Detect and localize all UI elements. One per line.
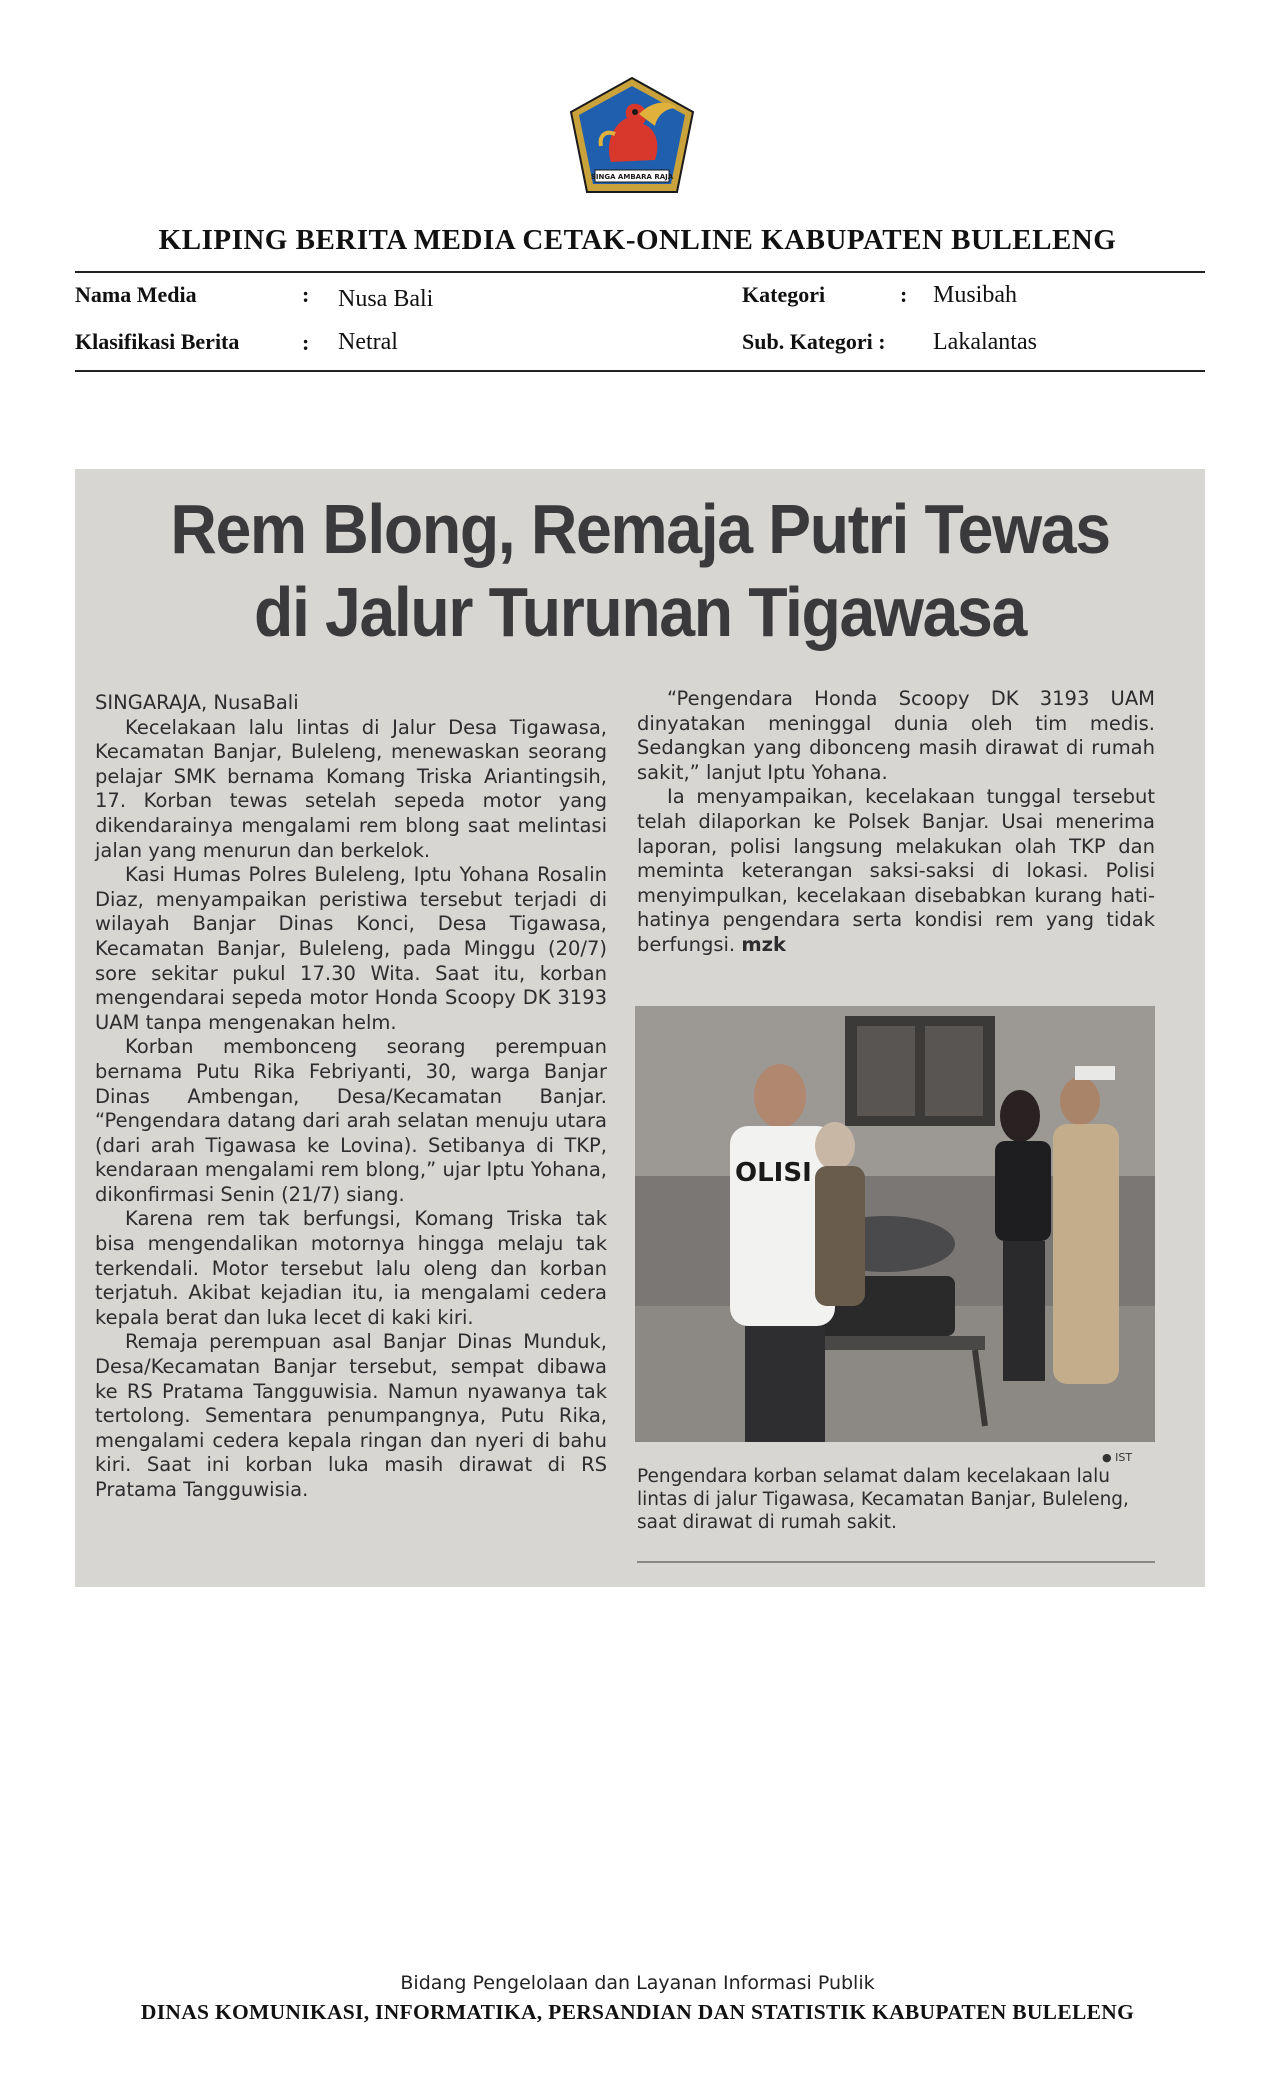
author-signoff: mzk [741, 932, 786, 956]
article-paragraph: Kecelakaan lalu lintas di Jalur Desa Tigawasa, Kecamatan Banjar, Buleleng, menewaskan seorang pelajar SMK bernama Komang Triska Ariantingsih, 17. Korban tewas setelah sepeda motor yang dikendarainya mengalami rem blong saat melintasi jalan yang menurun dan berkelok. [95, 715, 607, 862]
sub-kategori-value: Lakalantas [933, 329, 1037, 355]
headline-line-2: di Jalur Turunan Tigawasa [254, 573, 1026, 651]
header-divider-bottom [75, 370, 1205, 372]
kategori-colon: : [900, 282, 908, 307]
news-photo [635, 1006, 1155, 1442]
article-paragraph: Korban membonceng seorang perempuan bernama Putu Rika Febriyanti, 30, warga Banjar Dinas Ambengan, Desa/Kecamatan Banjar. “Pengendara datang dari arah selatan menuju utara (dari arah Tigawasa ke Lovina). Setibanya di TKP, kendaraan mengalami rem blong,” ujar Iptu Yohana, dikonfirmasi Senin (21/7) siang. [95, 1035, 607, 1206]
article-column-left [95, 691, 607, 1503]
logo-motto-text: SINGA AMBARA RAJA [590, 173, 674, 181]
klasifikasi-value: Netral [338, 329, 398, 355]
article-paragraph: Karena rem tak berfungsi, Komang Triska tak bisa mengendalikan motornya hingga melaju tak terkendali. Motor tersebut lalu oleng dan korban terjatuh. Akibat kejadian itu, ia mengalami cedera kepala berat dan luka lecet di kaki kiri. [95, 1207, 607, 1329]
article-paragraph: Remaja perempuan asal Banjar Dinas Munduk, Desa/Kecamatan Banjar tersebut, sempat dibawa ke RS Pratama Tangguwisia. Namun nyawanya tak tertolong. Sementara penumpangnya, Putu Rika, mengalami cedera kepala ringan dan nyeri di bahu kiri. Saat ini korban luka masih dirawat di RS Pratama Tangguwisia. [95, 1330, 607, 1501]
newspaper-clipping [75, 469, 1205, 1587]
media-label: Nama Media [75, 282, 197, 307]
sub-kategori-label: Sub. Kategori : [742, 329, 886, 354]
article-paragraph: Kasi Humas Polres Buleleng, Iptu Yohana Rosalin Diaz, menyampaikan peristiwa tersebut terjadi di wilayah Banjar Dinas Konci, Desa Tigawasa, Kecamatan Banjar, Buleleng, pada Minggu (20/7) sore sekitar pukul 17.30 Wita. Saat itu, korban mengendarai sepeda motor Honda Scoopy DK 3193 UAM tanpa mengenakan helm. [95, 863, 607, 1034]
photo-credit: ● IST [1102, 1451, 1133, 1464]
header-divider-top [75, 271, 1205, 273]
klasifikasi-label: Klasifikasi Berita [75, 329, 240, 354]
footer-department: Bidang Pengelolaan dan Layanan Informasi Publik [400, 1972, 875, 1994]
caption-divider [637, 1561, 1155, 1563]
article-paragraph: “Pengendara Honda Scoopy DK 3193 UAM dinyatakan meninggal dunia oleh tim medis. Sedangkan yang dibonceng masih dirawat di rumah sakit,” lanjut Iptu Yohana. [637, 687, 1155, 784]
media-value: Nusa Bali [338, 286, 434, 312]
photo-vest-text: OLISI [735, 1158, 812, 1188]
article-paragraph-text: Ia menyampaikan, kecelakaan tunggal tersebut telah dilaporkan ke Polsek Banjar. Usai menerima laporan, polisi langsung melakukan olah TKP dan meminta keterangan saksi-saksi di lokasi. Polisi menyimpulkan, kecelakaan disebabkan kurang hati-hatinya pengendara serta kondisi rem yang tidak berfungsi. [637, 785, 1155, 956]
media-colon: : [302, 282, 310, 307]
kategori-value: Musibah [933, 282, 1017, 308]
headline-line-1: Rem Blong, Remaja Putri Tewas [170, 490, 1110, 568]
article-column-right [637, 687, 1155, 958]
photo-caption: Pengendara korban selamat dalam kecelakaan lalu lintas di jalur Tigawasa, Kecamatan Banjar, Buleleng, saat dirawat di rumah sakit. [637, 1466, 1129, 1533]
klasifikasi-colon: : [302, 330, 310, 355]
kategori-label: Kategori [742, 282, 826, 307]
government-logo [565, 74, 699, 200]
article-dateline: SINGARAJA, NusaBali [95, 691, 299, 714]
page-title: KLIPING BERITA MEDIA CETAK-ONLINE KABUPATEN BULELENG [158, 224, 1117, 256]
footer-agency: DINAS KOMUNIKASI, INFORMATIKA, PERSANDIAN DAN STATISTIK KABUPATEN BULELENG [140, 2000, 1135, 2024]
article-paragraph-last [637, 785, 1155, 957]
